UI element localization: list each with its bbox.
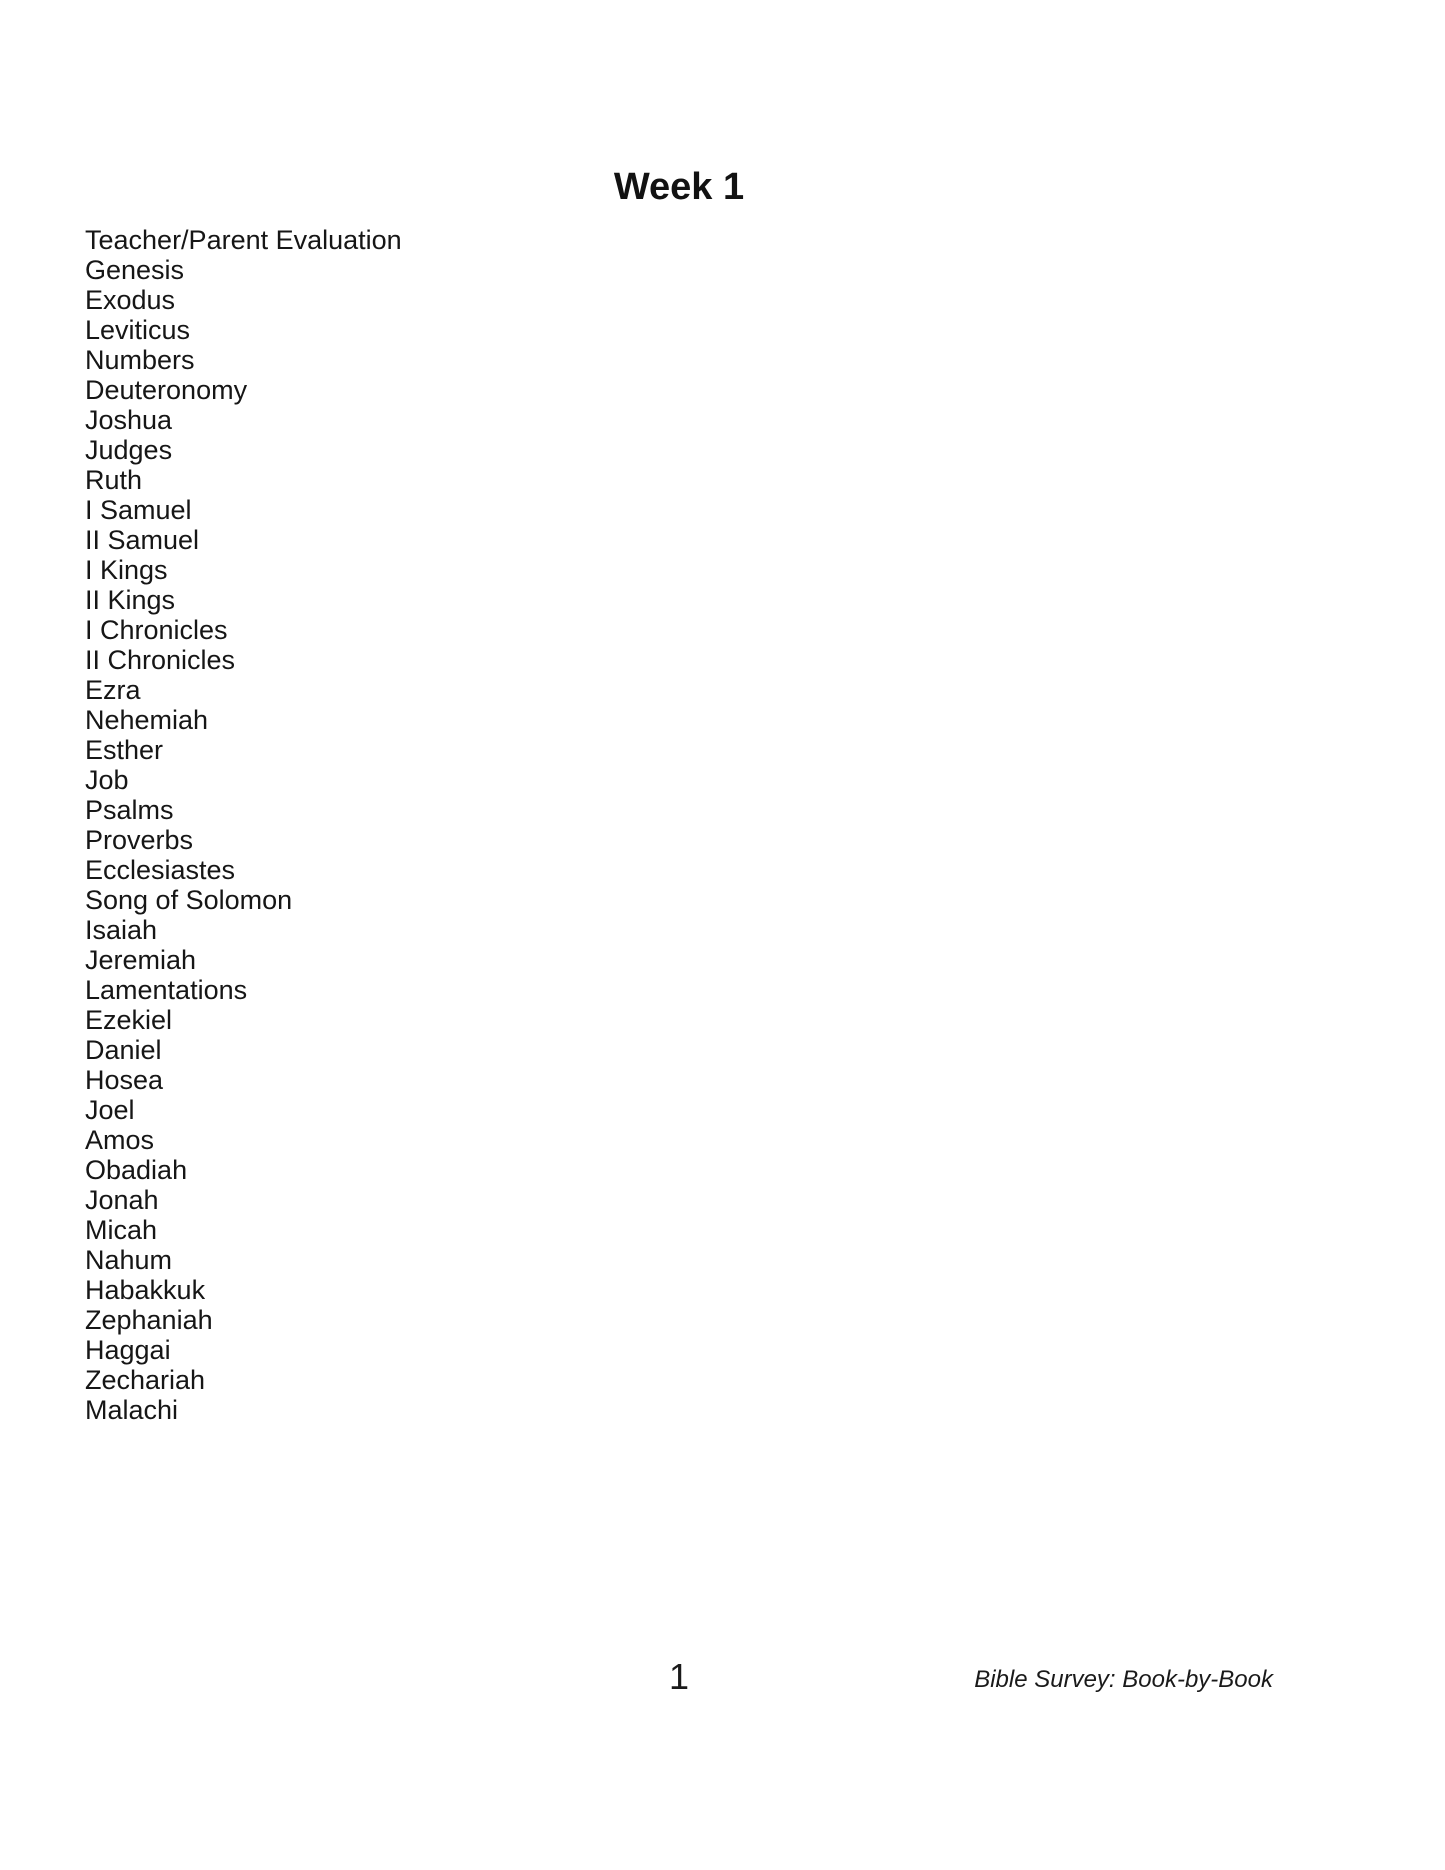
list-item: Job (85, 765, 129, 795)
list-item: II Samuel (85, 525, 200, 555)
list-item: Deuteronomy (85, 375, 248, 405)
list-item: Ezekiel (85, 1005, 173, 1035)
list-item: Genesis (85, 255, 185, 285)
list-item: Nahum (85, 1245, 173, 1275)
list-item: Esther (85, 735, 164, 765)
list-item: Song of Solomon (85, 885, 293, 915)
list-item: Joshua (85, 405, 173, 435)
list-item: Proverbs (85, 825, 194, 855)
list-item: Jonah (85, 1185, 159, 1215)
list-item: Obadiah (85, 1155, 188, 1185)
list-item: Amos (85, 1125, 155, 1155)
list-item: Haggai (85, 1335, 171, 1365)
list-item: Nehemiah (85, 705, 209, 735)
list-item: Malachi (85, 1395, 179, 1425)
list-item: Jeremiah (85, 945, 197, 975)
list-item: I Samuel (85, 495, 192, 525)
list-item: Leviticus (85, 315, 191, 345)
page-number: 1 (668, 1656, 690, 1697)
list-item: Ecclesiastes (85, 855, 236, 885)
list-item: Teacher/Parent Evaluation (85, 225, 402, 255)
list-item: Ezra (85, 675, 141, 705)
list-item: Habakkuk (85, 1275, 206, 1305)
list-item: Joel (85, 1095, 135, 1125)
list-item: Zechariah (85, 1365, 206, 1395)
list-item: I Chronicles (85, 615, 228, 645)
list-item: Judges (85, 435, 173, 465)
list-item: Ruth (85, 465, 143, 495)
list-item: I Kings (85, 555, 168, 585)
list-item: II Kings (85, 585, 176, 615)
list-item: Hosea (85, 1065, 164, 1095)
footer-doc-title: Bible Survey: Book-by-Book (974, 1666, 1273, 1693)
list-item: Micah (85, 1215, 158, 1245)
list-item: II Chronicles (85, 645, 236, 675)
list-item: Isaiah (85, 915, 158, 945)
list-item: Zephaniah (85, 1305, 213, 1335)
page-title: Week 1 (613, 166, 745, 208)
list-item: Exodus (85, 285, 176, 315)
list-item: Daniel (85, 1035, 162, 1065)
list-item: Numbers (85, 345, 195, 375)
list-item: Lamentations (85, 975, 248, 1005)
list-item: Psalms (85, 795, 174, 825)
book-list (85, 225, 1273, 1425)
